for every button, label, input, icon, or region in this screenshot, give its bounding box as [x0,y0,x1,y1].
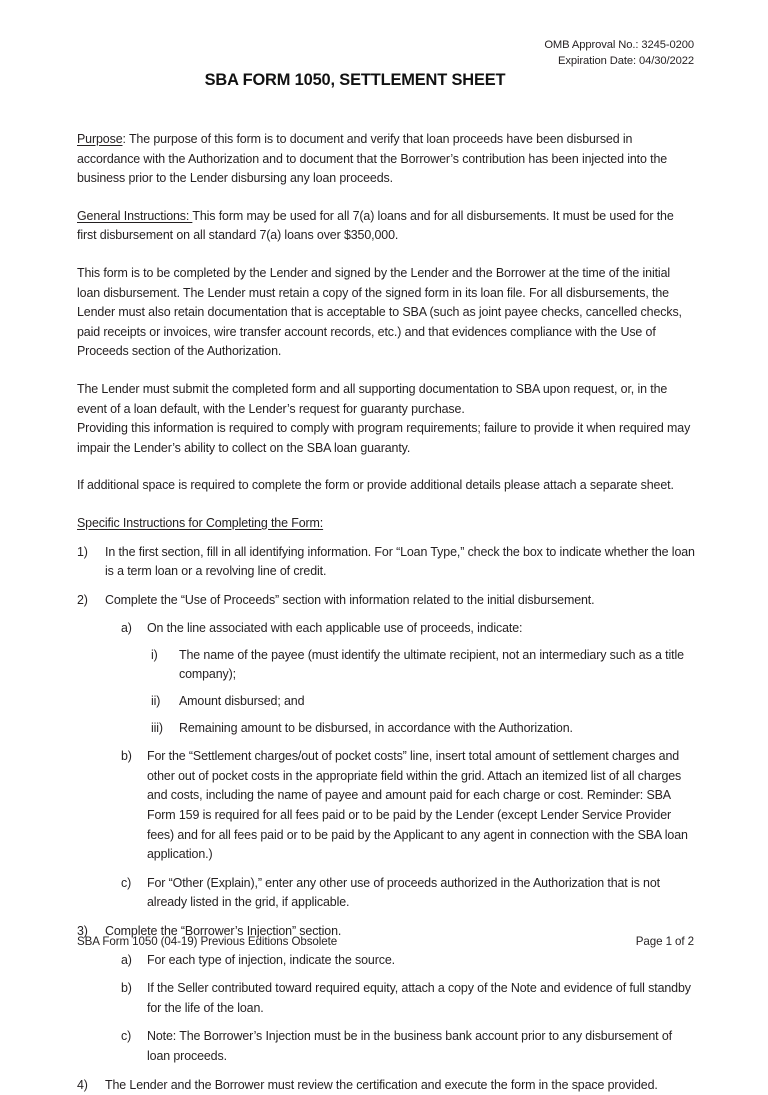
list-item-text: Complete the “Borrower’s Injection” section. [105,922,695,942]
list-marker: 4) [77,1076,101,1095]
list-item-text: For the “Settlement charges/out of pocket costs” line, insert total amount of settlement charges and other out of pocket costs in the appropriate field within the grid. Attach an itemized list of all charges and costs, including the name of payee and amount paid for each charge or cost. Reminder: SBA Form 159 is required for all fees paid or to be paid by the Lender (except Lender Service Provider fees) and for all fees paid or to be paid by the Applicant to any agent in connection with the SBA loan application.) [147,747,695,865]
privacy-paragraph: Providing this information is required to comply with program requirements; failure to provide it when required may impair the Lender’s ability to collect on the SBA loan guaranty. [77,419,695,458]
omb-approval-number: OMB Approval No.: 3245-0200 [544,38,694,54]
list-item-text: Complete the “Use of Proceeds” section with information related to the initial disbursement. [105,591,695,611]
purpose-text: : The purpose of this form is to document and verify that loan proceeds have been disbursed in accordance with the Authorization and to document that the Borrower’s contribution has been injected into the business prior to the Lender disbursing any loan proceeds. [77,132,667,185]
list-marker: 2) [77,591,101,611]
specific-instructions-heading-text: Specific Instructions for Completing the Form: [77,516,323,530]
general-instructions-paragraph [77,207,695,246]
list-item-text: The Lender and the Borrower must review the certification and execute the form in the space provided. [105,1076,695,1095]
list-item-text: In the first section, fill in all identifying information. For “Loan Type,” check the box to indicate whether the loan is a term loan or a revolving line of credit. [105,543,695,582]
list-item-text: If the Seller contributed toward required equity, attach a copy of the Note and evidence of full standby for the life of the loan. [147,979,695,1018]
list-item-2b [77,747,695,865]
omb-header-block [544,38,694,69]
list-marker: b) [121,979,145,999]
general-instructions-label: General Instructions: [77,209,192,223]
list-marker: a) [121,619,145,639]
list-item-text: The name of the payee (must identify the ultimate recipient, not an intermediary such as a title company); [179,646,695,685]
omb-expiration-date: Expiration Date: 04/30/2022 [544,54,694,70]
page-footer [77,935,694,948]
instructions-list [77,543,695,1095]
page-title: SBA FORM 1050, SETTLEMENT SHEET [0,71,710,90]
list-marker: c) [121,874,145,894]
footer-page-number: Page 1 of 2 [636,935,694,948]
list-item-3b [77,979,695,1018]
list-item-text: Remaining amount to be disbursed, in accordance with the Authorization. [179,719,695,739]
list-marker: i) [151,646,179,666]
footer-form-reference: SBA Form 1050 (04-19) Previous Editions Obsolete [77,935,337,948]
list-item-3c [77,1027,695,1066]
list-item-1 [77,543,695,582]
list-item-2a-ii [77,692,695,712]
additional-space-paragraph: If additional space is required to complete the form or provide additional details please attach a separate sheet. [77,476,695,496]
list-item-3a [77,951,695,971]
list-item-text: For “Other (Explain),” enter any other use of proceeds authorized in the Authorization that is not already listed in the grid, if applicable. [147,874,695,913]
list-marker: iii) [151,719,179,739]
list-marker: 3) [77,922,101,942]
list-item-text: Amount disbursed; and [179,692,695,712]
list-item-2c [77,874,695,913]
document-body [77,130,695,1095]
completion-paragraph: This form is to be completed by the Lender and signed by the Lender and the Borrower at the time of the initial loan disbursement. The Lender must retain a copy of the signed form in its loan file. For all disbursements, the Lender must also retain documentation that is acceptable to SBA (such as joint payee checks, cancelled checks, paid receipts or invoices, wire transfer account records, etc.) and that evidences compliance with the Use of Proceeds section of the Authorization. [77,264,695,362]
submit-paragraph: The Lender must submit the completed form and all supporting documentation to SBA upon request, or, in the event of a loan default, with the Lender’s request for guaranty purchase. [77,380,695,419]
general-instructions-text: This form may be used for all 7(a) loans and for all disbursements. It must be used for the first disbursement on all standard 7(a) loans over $350,000. [77,209,674,243]
list-marker: c) [121,1027,145,1047]
purpose-label: Purpose [77,132,123,146]
purpose-paragraph [77,130,695,189]
list-item-text: Note: The Borrower’s Injection must be in the business bank account prior to any disbursement of loan proceeds. [147,1027,695,1066]
list-item-2a-i [77,646,695,685]
list-item-text: For each type of injection, indicate the source. [147,951,695,971]
list-item-2 [77,591,695,611]
list-marker: ii) [151,692,179,712]
list-item-2a-iii [77,719,695,739]
list-item-4 [77,1076,695,1095]
list-marker: a) [121,951,145,971]
list-marker: b) [121,747,145,767]
list-item-2a [77,619,695,639]
list-item-text: On the line associated with each applicable use of proceeds, indicate: [147,619,695,639]
specific-instructions-heading [77,514,695,534]
list-marker: 1) [77,543,101,563]
